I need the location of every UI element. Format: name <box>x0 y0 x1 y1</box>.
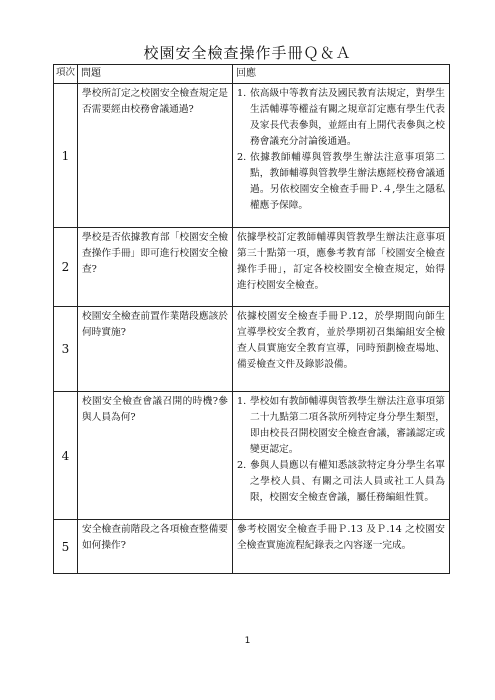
item-number: 4 <box>54 392 78 520</box>
answer-cell <box>233 392 450 520</box>
list-marker: 1. <box>237 396 247 407</box>
list-marker: 1. <box>237 88 247 99</box>
answer-list-item <box>237 394 445 458</box>
answer-item-text: 依高級中等教育法及國民教育法規定，對學生生活輔導等權益有關之規章訂定應有學生代表及家長代表參與，並經由有上開代表參與之校務會議充分討論後通過。 <box>250 88 445 147</box>
header-item-number: 項次 <box>54 65 78 84</box>
item-number: 2 <box>54 228 78 307</box>
item-number: 3 <box>54 307 78 392</box>
answer-item-text: 參與人員應以有權知悉該款特定身分學生名單之學校人員、有關之司法人員或社工人員為限，校園安全檢查會議，屬任務編組性質。 <box>250 460 445 503</box>
answer-cell: 參考校園安全檢查手冊Ｐ.13 及Ｐ.14 之校園安全檢查實施流程紀錄表之內容逐一完成。 <box>233 520 450 574</box>
question-cell: 校園安全檢查會議召開的時機?參與人員為何? <box>78 392 233 520</box>
question-cell: 安全檢查前階段之各項檢查整備要如何操作? <box>78 520 233 574</box>
answer-item-text: 依據教師輔導與管教學生辦法注意事項第二點，教師輔導與管教學生辦法應經校務會議通過。另依校園安全檢查手冊Ｐ.４,學生之隱私權應予保障。 <box>250 152 445 211</box>
item-number: 1 <box>54 84 78 228</box>
answer-list-item <box>237 150 445 214</box>
header-answer: 回應 <box>233 65 450 84</box>
answer-list-item <box>237 86 445 150</box>
table-row <box>54 520 450 574</box>
answer-cell <box>233 84 450 228</box>
answer-item-text: 學校如有教師輔導與管教學生辦法注意事項第二十九點第二項各款所列特定身分學生類型，即由校長召開校園安全檢查會議，審議認定或變更認定。 <box>250 396 445 455</box>
page-number: 1 <box>244 636 251 646</box>
question-cell: 學校是否依據教育部「校園安全檢查操作手冊」即可進行校園安全檢查? <box>78 228 233 307</box>
table-row <box>54 228 450 307</box>
list-marker: 2. <box>237 460 247 471</box>
header-question: 問題 <box>78 65 233 84</box>
table-row <box>54 392 450 520</box>
table-row <box>54 84 450 228</box>
question-cell: 校園安全檢查前置作業階段應該於何時實施? <box>78 307 233 392</box>
answer-list-item <box>237 458 445 506</box>
header-row <box>54 65 450 84</box>
item-number: 5 <box>54 520 78 574</box>
document-title: 校園安全檢查操作手冊Ｑ＆Ａ <box>143 44 352 62</box>
table-row <box>54 307 450 392</box>
question-cell: 學校所訂定之校園安全檢查規定是否需要經由校務會議通過? <box>78 84 233 228</box>
list-marker: 2. <box>237 152 247 163</box>
answer-cell: 依據學校訂定教師輔導與管教學生辦法注意事項第三十點第一項，應參考教育部「校園安全檢查操作手冊」，訂定各校校園安全檢查規定，始得進行校園安全檢查。 <box>233 228 450 307</box>
qa-table <box>53 64 450 574</box>
answer-cell: 依據校園安全檢查手冊Ｐ.12，於學期間向師生宣導學校安全教育，並於學期初召集編組安全檢查人員實施安全教育宣導，同時預劃檢查場地、備妥檢查文件及錄影設備。 <box>233 307 450 392</box>
